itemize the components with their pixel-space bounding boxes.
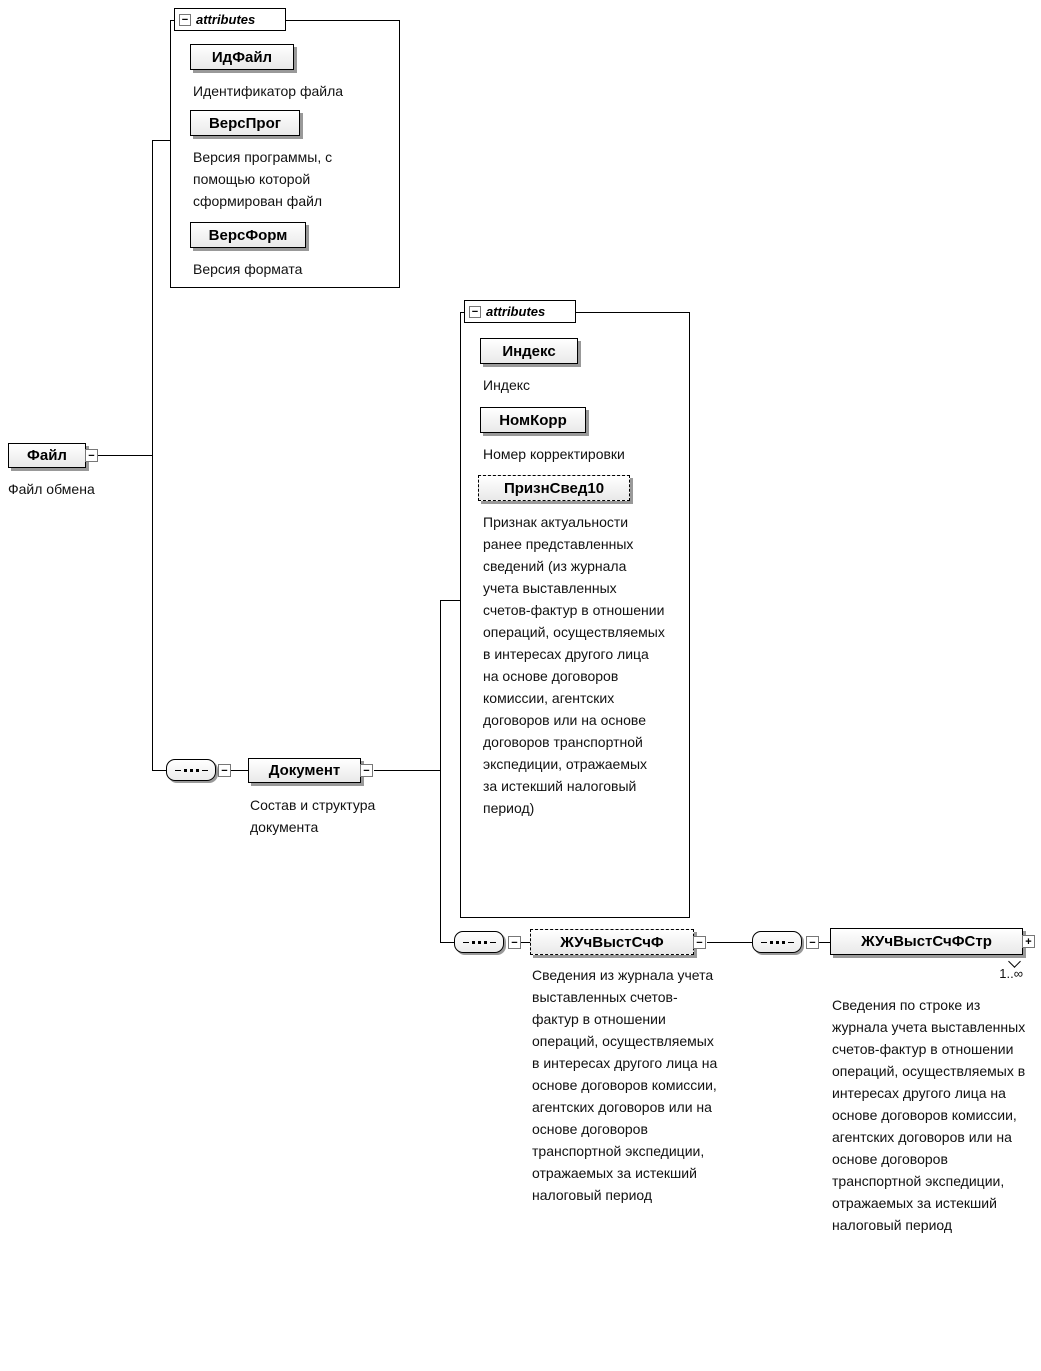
- connector-line: [441, 942, 454, 943]
- element-document[interactable]: Документ: [248, 758, 361, 783]
- attribute-versprog[interactable]: ВерсПрог: [190, 110, 300, 136]
- sequence-icon[interactable]: [752, 931, 802, 953]
- attribute-idfile-annotation: Идентификатор файла: [193, 83, 344, 99]
- attribute-nomkorr-annotation: Номер корректировки: [483, 446, 625, 462]
- connector-line: [441, 600, 460, 601]
- element-journal-row[interactable]: ЖУчВыстСчФСтр: [830, 928, 1023, 955]
- collapse-icon[interactable]: −: [179, 14, 191, 26]
- element-file-annotation: Файл обмена: [8, 481, 95, 497]
- connector-line: [153, 140, 170, 141]
- attribute-versform-annotation: Версия формата: [193, 261, 303, 277]
- connector-line: [152, 140, 153, 771]
- connector-line: [819, 942, 830, 943]
- attribute-index[interactable]: Индекс: [480, 338, 578, 364]
- attributes-tab-label: attributes: [196, 12, 256, 27]
- attribute-priznsved10[interactable]: ПризнСвед10: [478, 475, 630, 501]
- element-journal-row-annotation: Сведения по строке из журнала учета выставленных счетов-фактур в отношении операций, осуществляемых в интересах другого лица на основе договоров комиссии, агентских договоров или на основе договоров транспортной экспедиции, отражаемых за истекший налоговый период: [832, 997, 1026, 1233]
- element-journal[interactable]: ЖУчВыстСчФ: [530, 929, 694, 955]
- collapse-icon[interactable]: −: [360, 764, 373, 777]
- attribute-priznsved10-annotation: Признак актуальности ранее представленных сведений (из журнала учета выставленных счетов-фактур в отношении операций, осуществляемых в интересах другого лица на основе договоров комиссии, агентских договоров или на основе договоров транспортной экспедиции, отражаемых за истекший налоговый период): [483, 514, 665, 816]
- connector-line: [231, 770, 248, 771]
- attribute-nomkorr[interactable]: НомКорр: [480, 407, 586, 433]
- sequence-icon[interactable]: [166, 759, 216, 781]
- connector-line: [521, 942, 530, 943]
- collapse-icon[interactable]: −: [693, 936, 706, 949]
- attribute-index-annotation: Индекс: [483, 377, 531, 393]
- connector-line: [374, 770, 440, 771]
- multiplicity-label: 1..∞: [999, 966, 1023, 981]
- sequence-icon[interactable]: [454, 931, 504, 953]
- element-journal-annotation: Сведения из журнала учета выставленных счетов-фактур в отношении операций, осуществляемых в интересах другого лица на основе договоров комиссии, агентских договоров или на основе договоров транспортной экспедиции, отражаемых за истекший налоговый период: [532, 967, 718, 1203]
- collapse-icon[interactable]: −: [508, 936, 521, 949]
- collapse-icon[interactable]: −: [469, 306, 481, 318]
- connector-line: [440, 600, 441, 943]
- connector-line: [707, 942, 752, 943]
- attribute-versform[interactable]: ВерсФорм: [190, 222, 306, 248]
- collapse-icon[interactable]: −: [85, 449, 98, 462]
- attribute-idfile[interactable]: ИдФайл: [190, 44, 294, 70]
- element-file[interactable]: Файл: [8, 443, 86, 468]
- expand-icon[interactable]: +: [1022, 935, 1035, 948]
- file-attributes-tab[interactable]: [174, 8, 286, 31]
- element-document-annotation: Состав и структура документа: [250, 797, 376, 835]
- document-attributes-tab[interactable]: [464, 300, 576, 323]
- connector-line: [98, 455, 152, 456]
- collapse-icon[interactable]: −: [218, 764, 231, 777]
- attributes-tab-label: attributes: [486, 304, 546, 319]
- connector-line: [153, 770, 166, 771]
- attribute-versprog-annotation: Версия программы, с помощью которой сформирован файл: [193, 149, 333, 209]
- collapse-icon[interactable]: −: [806, 936, 819, 949]
